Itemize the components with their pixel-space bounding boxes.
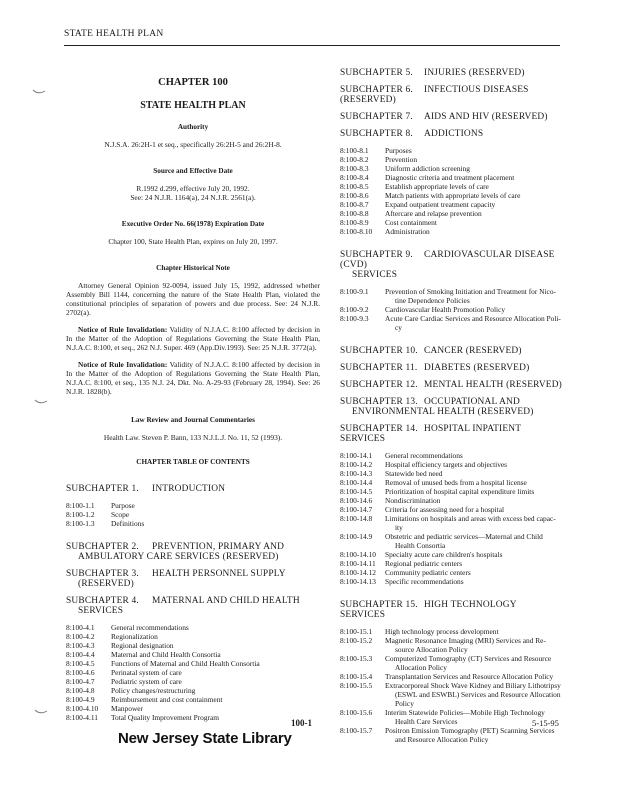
section-number: 8:100-9.3 bbox=[340, 314, 369, 323]
subchapter-heading[interactable] bbox=[340, 250, 562, 280]
section-title bbox=[111, 510, 320, 519]
section-title-text: Expand outpatient treatment capacity bbox=[385, 200, 496, 209]
section-entry[interactable] bbox=[340, 487, 562, 496]
section-number: 8:100-14.3 bbox=[340, 469, 373, 478]
section-entry[interactable] bbox=[340, 550, 562, 559]
section-number: 8:100-14.1 bbox=[340, 451, 373, 460]
section-number: 8:100-4.3 bbox=[66, 641, 95, 650]
law-review-text: Health Law. Steven P. Bann, 133 N.J.L.J. No. 11, 52 (1993). bbox=[103, 433, 283, 442]
section-entry[interactable] bbox=[66, 641, 320, 650]
section-list bbox=[340, 146, 562, 236]
section-title bbox=[385, 478, 562, 487]
header-rule bbox=[64, 45, 560, 46]
subchapter-number: SUBCHAPTER 13. bbox=[340, 397, 418, 407]
section-entry[interactable] bbox=[66, 695, 320, 704]
section-number: 8:100-4.2 bbox=[66, 632, 95, 641]
section-entry[interactable] bbox=[340, 173, 562, 182]
section-title bbox=[385, 496, 562, 505]
section-entry[interactable] bbox=[340, 681, 562, 708]
section-entry[interactable] bbox=[340, 532, 562, 550]
section-entry[interactable] bbox=[66, 713, 320, 722]
section-title-cont: Health Care Services bbox=[395, 717, 458, 726]
section-number: 8:100-14.12 bbox=[340, 568, 376, 577]
section-list bbox=[66, 501, 320, 528]
section-title bbox=[111, 686, 320, 695]
section-list bbox=[340, 451, 562, 586]
section-title-text: Extracorporeal Shock Wave Kidney and Biliary Lithotripsy bbox=[385, 681, 561, 690]
subchapter-title-cont: (RESERVED) bbox=[78, 579, 134, 589]
section-entry[interactable] bbox=[340, 627, 562, 636]
section-title-text: Prioritization of hospital capital expenditure limits bbox=[385, 487, 535, 496]
section-number: 8:100-15.6 bbox=[340, 708, 373, 717]
section-number: 8:100-4.7 bbox=[66, 677, 95, 686]
section-title-text: Purpose bbox=[111, 501, 135, 510]
note-text: Validity of N.J.A.C. 8:100 affected by decision in In the Matter of the Adoption of Regulations Governing the State Health Plan, N.J.A.C. 8:100, et seq., 262 N.J. Super. 469 (App.Div.1993). See: 25 N.J.R. 3772(a). bbox=[66, 325, 320, 352]
section-title bbox=[385, 460, 562, 469]
subchapter-heading[interactable] bbox=[340, 600, 562, 620]
section-title bbox=[111, 704, 320, 713]
section-title bbox=[385, 654, 562, 672]
section-title bbox=[385, 568, 562, 577]
section-number: 8:100-8.2 bbox=[340, 155, 369, 164]
note-lead: Notice of Rule Invalidation: bbox=[78, 325, 168, 334]
source-heading: Source and Effective Date bbox=[153, 167, 233, 175]
section-entry[interactable] bbox=[340, 305, 562, 314]
section-title-text: General recommendations bbox=[385, 451, 463, 460]
section-entry[interactable] bbox=[66, 677, 320, 686]
section-title bbox=[111, 695, 320, 704]
section-list bbox=[340, 627, 562, 744]
section-title-text: Administration bbox=[385, 227, 430, 236]
subchapter-number: SUBCHAPTER 3. bbox=[66, 569, 139, 579]
section-title bbox=[385, 227, 562, 236]
section-title-text: Diagnostic criteria and treatment placement bbox=[385, 173, 515, 182]
subchapter-heading[interactable] bbox=[66, 484, 320, 494]
subchapter-title: HEALTH PERSONNEL SUPPLY bbox=[152, 569, 286, 579]
subchapter-number: SUBCHAPTER 14. bbox=[340, 424, 418, 434]
subchapter-number: SUBCHAPTER 10. bbox=[340, 346, 418, 356]
running-head: STATE HEALTH PLAN bbox=[64, 29, 164, 39]
note-text: Validity of N.J.A.C. 8:100 affected by decision in In the Matter of the Adoption of Regulations Governing the State Health Plan, N.J.A.C. 8:100, et seq., 135 N.J. 24, Dkt. No. A-29-93 (February 28, 1994). See: 26 N.J.R. 1828(b). bbox=[66, 360, 320, 396]
section-title-text: Obstetric and pediatric services—Maternal and Child bbox=[385, 532, 543, 541]
section-number: 8:100-8.9 bbox=[340, 218, 369, 227]
section-title bbox=[111, 632, 320, 641]
section-entry[interactable] bbox=[340, 577, 562, 586]
section-title-text: Total Quality Improvement Program bbox=[111, 713, 220, 722]
section-entry[interactable] bbox=[340, 164, 562, 173]
section-title-text: Scope bbox=[111, 510, 130, 519]
section-entry[interactable] bbox=[66, 659, 320, 668]
section-title-text: Removal of unused beds from a hospital license bbox=[385, 478, 527, 487]
section-title-text: Functions of Maternal and Child Health Consortia bbox=[111, 659, 260, 668]
source-line-2: See: 24 N.J.R. 1164(a), 24 N.J.R. 2561(a). bbox=[130, 193, 256, 202]
section-title-text: General recommendations bbox=[111, 623, 189, 632]
left-column bbox=[66, 78, 320, 736]
section-number: 8:100-14.7 bbox=[340, 505, 373, 514]
note-lead: Notice of Rule Invalidation: bbox=[78, 360, 168, 369]
section-title-cont: ity bbox=[395, 523, 403, 532]
section-number: 8:100-4.11 bbox=[66, 713, 98, 722]
section-entry[interactable] bbox=[340, 218, 562, 227]
section-title-text: Cost containment bbox=[385, 218, 437, 227]
section-title-text: Prevention of Smoking Initiation and Treatment for Nico- bbox=[385, 287, 556, 296]
section-title bbox=[385, 146, 562, 155]
section-title bbox=[385, 209, 562, 218]
section-number: 8:100-15.5 bbox=[340, 681, 373, 690]
section-number: 8:100-9.1 bbox=[340, 287, 369, 296]
section-number: 8:100-4.1 bbox=[66, 623, 95, 632]
section-title bbox=[385, 314, 562, 332]
section-entry[interactable] bbox=[66, 686, 320, 695]
section-title-text: Perinatal system of care bbox=[111, 668, 182, 677]
section-title-text: Establish appropriate levels of care bbox=[385, 182, 489, 191]
section-entry[interactable] bbox=[340, 726, 562, 744]
section-number: 8:100-14.4 bbox=[340, 478, 373, 487]
section-number: 8:100-15.4 bbox=[340, 672, 373, 681]
law-review-heading: Law Review and Journal Commentaries bbox=[131, 416, 255, 424]
section-title-text: Positron Emission Tomography (PET) Scanning Services bbox=[385, 726, 555, 735]
subchapter-number: SUBCHAPTER 11. bbox=[340, 363, 418, 373]
section-title-text: Limitations on hospitals and areas with excess bed capac- bbox=[385, 514, 556, 523]
section-number: 8:100-14.8 bbox=[340, 514, 373, 523]
section-title bbox=[385, 532, 562, 550]
subchapter-number: SUBCHAPTER 7. bbox=[340, 112, 413, 122]
section-title-cont: source Allocation Policy bbox=[395, 645, 468, 654]
section-number: 8:100-15.7 bbox=[340, 726, 373, 735]
section-number: 8:100-15.1 bbox=[340, 627, 373, 636]
section-title bbox=[385, 218, 562, 227]
section-title bbox=[111, 659, 320, 668]
section-entry[interactable] bbox=[340, 200, 562, 209]
section-number: 8:100-8.10 bbox=[340, 227, 373, 236]
section-entry[interactable] bbox=[340, 559, 562, 568]
subchapter-number: SUBCHAPTER 2. bbox=[66, 542, 139, 552]
subchapter-title: CANCER (RESERVED) bbox=[424, 346, 522, 356]
section-title-text: Aftercare and relapse prevention bbox=[385, 209, 482, 218]
section-title bbox=[111, 641, 320, 650]
section-title-cont: tine Dependence Policies bbox=[395, 296, 470, 305]
section-number: 8:100-1.3 bbox=[66, 519, 95, 528]
chapter-title: STATE HEALTH PLAN bbox=[140, 100, 246, 111]
executive-order-text: Chapter 100, State Health Plan, expires on July 20, 1997. bbox=[108, 237, 278, 246]
subchapter-title: AIDS AND HIV (RESERVED) bbox=[424, 112, 548, 122]
section-number: 8:100-14.2 bbox=[340, 460, 373, 469]
section-title-text: Regional designation bbox=[111, 641, 174, 650]
section-number: 8:100-4.4 bbox=[66, 650, 95, 659]
section-title-text: Hospital efficiency targets and objectives bbox=[385, 460, 508, 469]
subchapter-heading[interactable] bbox=[340, 380, 562, 390]
section-title-text: Pediatric system of care bbox=[111, 677, 182, 686]
section-number: 8:100-4.8 bbox=[66, 686, 95, 695]
section-title bbox=[385, 487, 562, 496]
subchapter-title: HOSPITAL INPATIENT SERVICES bbox=[340, 424, 522, 444]
section-number: 8:100-8.3 bbox=[340, 164, 369, 173]
section-number: 8:100-1.1 bbox=[66, 501, 95, 510]
section-title-text: Purposes bbox=[385, 146, 412, 155]
section-entry[interactable] bbox=[340, 287, 562, 305]
section-title bbox=[111, 677, 320, 686]
section-title bbox=[385, 164, 562, 173]
subchapter-title: DIABETES (RESERVED) bbox=[424, 363, 530, 373]
section-entry[interactable] bbox=[66, 632, 320, 641]
section-title-cont: cy bbox=[395, 323, 402, 332]
subchapter-title: MENTAL HEALTH (RESERVED) bbox=[424, 380, 563, 390]
section-title-text: Prevention bbox=[385, 155, 418, 164]
section-number: 8:100-4.9 bbox=[66, 695, 95, 704]
section-title-text: Manpower bbox=[111, 704, 144, 713]
section-title bbox=[385, 155, 562, 164]
section-title bbox=[385, 627, 562, 636]
subchapter-heading[interactable] bbox=[66, 596, 320, 616]
right-column bbox=[340, 68, 562, 758]
subchapter-title: INFECTIOUS DISEASES (RESERVED) bbox=[340, 85, 529, 105]
section-title bbox=[111, 713, 320, 722]
section-entry[interactable] bbox=[340, 314, 562, 332]
subchapter-title: ADDICTIONS bbox=[424, 129, 484, 139]
section-title bbox=[385, 514, 562, 532]
section-title bbox=[385, 559, 562, 568]
subchapter-number: SUBCHAPTER 9. bbox=[340, 250, 413, 260]
section-entry[interactable] bbox=[340, 191, 562, 200]
subchapter-number: SUBCHAPTER 4. bbox=[66, 596, 139, 606]
section-title-text: Reimbursement and cost containment bbox=[111, 695, 223, 704]
subchapter-heading[interactable] bbox=[66, 542, 320, 562]
section-entry[interactable] bbox=[340, 478, 562, 487]
authority-heading: Authority bbox=[177, 123, 209, 131]
executive-order-heading: Executive Order No. 66(1978) Expiration Date bbox=[121, 220, 265, 228]
section-title bbox=[111, 501, 320, 510]
section-title-text: Interim Statewide Policies—Mobile High Technology bbox=[385, 708, 545, 717]
subchapter-title: CARDIOVASCULAR DISEASE (CVD) bbox=[340, 250, 555, 270]
chapter-number: CHAPTER 100 bbox=[158, 77, 228, 88]
section-title-text: Acute Care Cardiac Services and Resource Allocation Poli- bbox=[385, 314, 561, 323]
section-entry[interactable] bbox=[340, 708, 562, 726]
section-title-text: Statewide bed need bbox=[385, 469, 443, 478]
section-title-text: Criteria for assessing need for a hospital bbox=[385, 505, 505, 514]
section-title-text: Regional pediatric centers bbox=[385, 559, 463, 568]
section-entry[interactable] bbox=[340, 654, 562, 672]
section-number: 8:100-8.1 bbox=[340, 146, 369, 155]
section-entry[interactable] bbox=[340, 469, 562, 478]
section-title-cont: and Resource Allocation Policy bbox=[395, 735, 489, 744]
section-number: 8:100-14.5 bbox=[340, 487, 373, 496]
section-entry[interactable] bbox=[340, 451, 562, 460]
section-entry[interactable] bbox=[66, 704, 320, 713]
section-title-text: Specific recommendations bbox=[385, 577, 464, 586]
section-title-text: Community pediatric centers bbox=[385, 568, 471, 577]
subchapter-heading[interactable] bbox=[340, 346, 562, 356]
subchapter-number: SUBCHAPTER 12. bbox=[340, 380, 418, 390]
subchapter-title-cont: AMBULATORY CARE SERVICES (RESERVED) bbox=[78, 552, 279, 562]
section-title-text: High technology process development bbox=[385, 627, 499, 636]
section-title-text: Definitions bbox=[111, 519, 145, 528]
subchapter-heading[interactable] bbox=[340, 129, 562, 139]
section-title bbox=[385, 287, 562, 305]
section-number: 8:100-8.8 bbox=[340, 209, 369, 218]
subchapter-heading[interactable] bbox=[340, 397, 562, 417]
section-entry[interactable] bbox=[340, 209, 562, 218]
section-entry[interactable] bbox=[340, 182, 562, 191]
section-title bbox=[385, 469, 562, 478]
section-title bbox=[385, 505, 562, 514]
section-title bbox=[385, 191, 562, 200]
section-title-text: Match patients with appropriate levels of care bbox=[385, 191, 521, 200]
section-number: 8:100-8.4 bbox=[340, 173, 369, 182]
section-title bbox=[111, 668, 320, 677]
subchapter-heading[interactable] bbox=[340, 424, 562, 444]
section-entry[interactable] bbox=[66, 510, 320, 519]
section-title bbox=[111, 650, 320, 659]
section-list bbox=[340, 287, 562, 332]
section-title bbox=[385, 672, 562, 681]
subchapter-title: INJURIES (RESERVED) bbox=[424, 68, 525, 78]
subchapter-title: INTRODUCTION bbox=[152, 484, 226, 494]
section-number: 8:100-15.3 bbox=[340, 654, 373, 663]
section-title-text: Specialty acute care children's hospitals bbox=[385, 550, 503, 559]
subchapter-heading[interactable] bbox=[66, 569, 320, 589]
subchapter-heading[interactable] bbox=[340, 85, 562, 105]
section-entry[interactable] bbox=[340, 568, 562, 577]
historical-note-heading: Chapter Historical Note bbox=[156, 264, 230, 272]
section-list bbox=[66, 623, 320, 722]
section-entry[interactable] bbox=[340, 505, 562, 514]
margin-mark-icon bbox=[34, 398, 50, 406]
source-line-1: R.1992 d.299, effective July 20, 1992. bbox=[136, 184, 250, 193]
section-number: 8:100-4.5 bbox=[66, 659, 95, 668]
subchapter-title: HIGH TECHNOLOGY SERVICES bbox=[340, 600, 517, 620]
section-entry[interactable] bbox=[340, 227, 562, 236]
section-entry[interactable] bbox=[66, 501, 320, 510]
authority-text: N.J.S.A. 26:2H-1 et seq., specifically 26:2H-5 and 26:2H-8. bbox=[104, 140, 282, 149]
section-title-text: Magnetic Resonance Imaging (MRI) Services and Re- bbox=[385, 636, 546, 645]
subchapter-title-cont: SERVICES bbox=[352, 270, 398, 280]
historical-note-para-3 bbox=[66, 360, 320, 396]
section-number: 8:100-1.2 bbox=[66, 510, 95, 519]
section-entry[interactable] bbox=[340, 146, 562, 155]
subchapter-heading[interactable] bbox=[340, 68, 562, 78]
section-entry[interactable] bbox=[340, 155, 562, 164]
section-entry[interactable] bbox=[340, 514, 562, 532]
section-entry[interactable] bbox=[66, 519, 320, 528]
section-number: 8:100-14.10 bbox=[340, 550, 376, 559]
section-title-text: Cardiovascular Health Promotion Policy bbox=[385, 305, 506, 314]
section-title-text: Maternal and Child Health Consortia bbox=[111, 650, 221, 659]
section-title-cont: Health Consortia bbox=[395, 541, 446, 550]
page-date: 5-15-95 bbox=[532, 718, 559, 728]
subchapter-title: OCCUPATIONAL AND bbox=[424, 397, 521, 407]
historical-note-para-1: Attorney General Opinion 92-0094, issued July 15, 1992, addressed whether Assembly Bill 1144, concerning the nature of the State Health Plan, violated the constitutional principles of separation of powers and due process. See: 24 N.J.R. 2702(a). bbox=[66, 281, 320, 317]
section-title bbox=[385, 173, 562, 182]
subchapter-title-cont: ENVIRONMENTAL HEALTH (RESERVED) bbox=[352, 407, 534, 417]
left-toc bbox=[66, 484, 320, 722]
section-title bbox=[385, 550, 562, 559]
section-number: 8:100-9.2 bbox=[340, 305, 369, 314]
toc-title: CHAPTER TABLE OF CONTENTS bbox=[136, 458, 250, 466]
section-title bbox=[385, 451, 562, 460]
section-entry[interactable] bbox=[340, 672, 562, 681]
subchapter-number: SUBCHAPTER 1. bbox=[66, 484, 139, 494]
section-number: 8:100-8.6 bbox=[340, 191, 369, 200]
section-number: 8:100-14.9 bbox=[340, 532, 373, 541]
section-number: 8:100-8.7 bbox=[340, 200, 369, 209]
section-entry[interactable] bbox=[66, 623, 320, 632]
section-title-text: Nondiscrimination bbox=[385, 496, 441, 505]
section-title-text: Transplantation Services and Resource Allocation Policy bbox=[385, 672, 554, 681]
section-entry[interactable] bbox=[340, 460, 562, 469]
historical-note-para-2 bbox=[66, 325, 320, 352]
page-number: 100-1 bbox=[291, 718, 312, 728]
section-title bbox=[385, 200, 562, 209]
section-title bbox=[385, 577, 562, 586]
section-number: 8:100-4.6 bbox=[66, 668, 95, 677]
subchapter-title: PREVENTION, PRIMARY AND bbox=[152, 542, 285, 552]
margin-mark-icon bbox=[32, 88, 48, 96]
section-number: 8:100-8.5 bbox=[340, 182, 369, 191]
section-title-text: Uniform addiction screening bbox=[385, 164, 470, 173]
subchapter-heading[interactable] bbox=[340, 363, 562, 373]
section-title bbox=[385, 681, 562, 708]
section-entry[interactable] bbox=[66, 650, 320, 659]
section-number: 8:100-14.11 bbox=[340, 559, 376, 568]
section-entry[interactable] bbox=[340, 636, 562, 654]
section-title bbox=[385, 636, 562, 654]
section-title bbox=[385, 305, 562, 314]
section-title bbox=[385, 726, 562, 744]
right-toc bbox=[340, 68, 562, 744]
section-number: 8:100-15.2 bbox=[340, 636, 373, 645]
section-number: 8:100-14.6 bbox=[340, 496, 373, 505]
subchapter-number: SUBCHAPTER 6. bbox=[340, 85, 413, 95]
section-title bbox=[385, 182, 562, 191]
library-stamp: New Jersey State Library bbox=[118, 730, 292, 747]
section-title-cont: (ESWL and ESWBL) Services and Resource Allocation Policy bbox=[395, 690, 561, 708]
section-title-text: Policy changes/restructuring bbox=[111, 686, 196, 695]
section-title-cont: Allocation Policy bbox=[395, 663, 447, 672]
section-number: 8:100-14.13 bbox=[340, 577, 376, 586]
section-number: 8:100-4.10 bbox=[66, 704, 99, 713]
section-title bbox=[111, 623, 320, 632]
section-title-text: Computerized Tomography (CT) Services and Resource bbox=[385, 654, 552, 663]
subchapter-title-cont: SERVICES bbox=[78, 606, 124, 616]
subchapter-title: MATERNAL AND CHILD HEALTH bbox=[152, 596, 300, 606]
margin-mark-icon bbox=[34, 708, 50, 716]
subchapter-number: SUBCHAPTER 8. bbox=[340, 129, 413, 139]
subchapter-heading[interactable] bbox=[340, 112, 562, 122]
section-entry[interactable] bbox=[340, 496, 562, 505]
section-title bbox=[111, 519, 320, 528]
section-title-text: Regionalization bbox=[111, 632, 158, 641]
subchapter-number: SUBCHAPTER 15. bbox=[340, 600, 418, 610]
subchapter-number: SUBCHAPTER 5. bbox=[340, 68, 413, 78]
section-entry[interactable] bbox=[66, 668, 320, 677]
